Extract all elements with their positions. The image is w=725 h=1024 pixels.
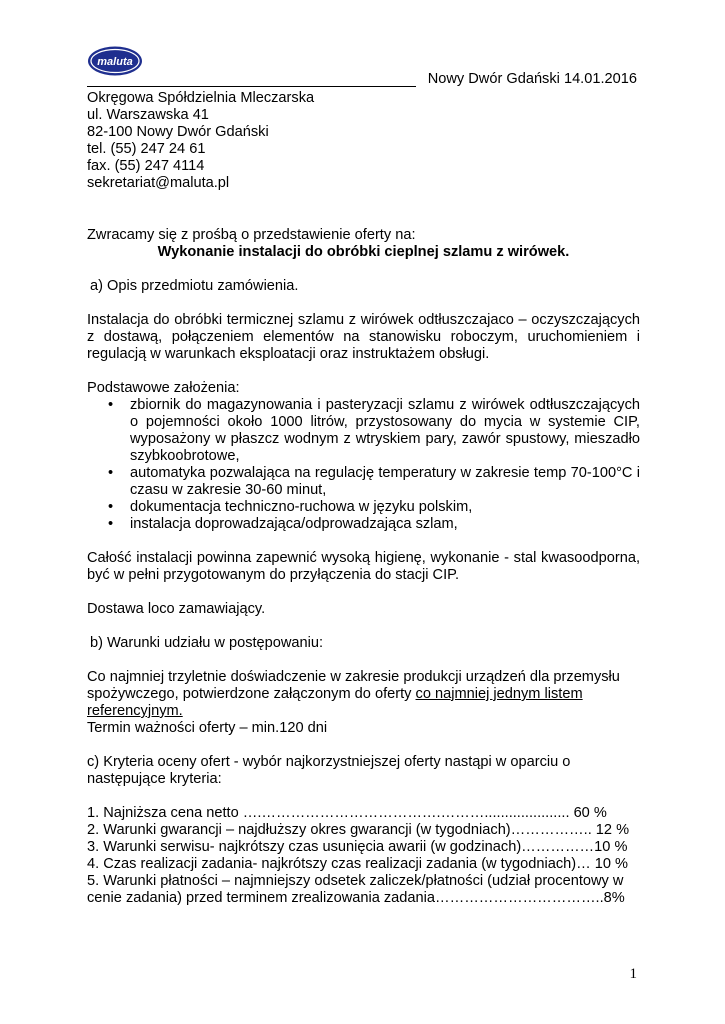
page-number: 1 bbox=[629, 966, 637, 982]
maluta-logo bbox=[87, 45, 143, 77]
address-line: ul. Warszawska 41 bbox=[87, 107, 209, 123]
address-email: sekretariat@maluta.pl bbox=[87, 175, 230, 191]
address-block bbox=[87, 90, 314, 192]
list-item: • instalacja doprowadzająca/odprowadzająca szlam, bbox=[108, 516, 640, 533]
address-line: Okręgowa Spółdzielnia Mleczarska bbox=[87, 90, 315, 106]
intro-text: Zwracamy się z prośbą o przedstawienie oferty na: bbox=[87, 227, 416, 243]
criterion-item: 5. Warunki płatności – najmniejszy odsetek zaliczek/płatności (udział procentowy w bbox=[87, 873, 624, 889]
experience-text bbox=[87, 669, 640, 720]
list-item: • dokumentacja techniczno-ruchowa w języku polskim, bbox=[108, 499, 640, 516]
assumptions-list bbox=[108, 397, 640, 533]
criterion-item: 2. Warunki gwarancji – najdłuższy okres gwarancji (w tygodniach)…………….. 12 % bbox=[87, 822, 630, 838]
place-date: Nowy Dwór Gdański 14.01.2016 bbox=[427, 71, 637, 87]
reference-letter-requirement: co najmniej jednym listem referencyjnym. bbox=[87, 686, 583, 719]
list-item: • zbiornik do magazynowania i pasteryzacji szlamu z wirówek odtłuszczających o pojemności około 1000 litrów, przystosowany do mycia w systemie CIP, wyposażony w płaszcz wodnym z wtryskiem pary, zawór spustowy, mieszadło szybkoobrotowe, bbox=[108, 397, 640, 465]
header-rule bbox=[87, 86, 416, 87]
section-a-heading: a) Opis przedmiotu zamówienia. bbox=[90, 278, 299, 294]
criterion-item: 4. Czas realizacji zadania- najkrótszy czas realizacji zadania (w tygodniach)… 10 % bbox=[87, 856, 629, 872]
criterion-item: 1. Najniższa cena netto ….……………………………….………..................... 60 % bbox=[87, 805, 607, 821]
address-line: 82-100 Nowy Dwór Gdański bbox=[87, 124, 269, 140]
whole-installation-text: Całość instalacji powinna zapewnić wysoką higienę, wykonanie - stal kwasoodporna, być w pełni przygotowanym do przyłączenia do stacji CIP. bbox=[87, 550, 640, 583]
section-a-description: Instalacja do obróbki termicznej szlamu z wirówek odtłuszczajaco – oczyszczających z dostawą, połączeniem elementów na stanowisku roboczym, uruchomieniem i regulacją w warunkach eksploatacji oraz instruktażem obsługi. bbox=[87, 312, 640, 362]
section-c-heading: c) Kryteria oceny ofert - wybór najkorzystniejszej oferty nastąpi w oparciu o następujące kryteria: bbox=[87, 754, 571, 787]
experience-text-main: Co najmniej trzyletnie doświadczenie w zakresie produkcji urządzeń dla przemysłu spożywczego, potwierdzone załączonym do oferty bbox=[87, 669, 620, 702]
criterion-item: cenie zadania) przed terminem zrealizowania zadania……………………………..8% bbox=[87, 890, 625, 906]
address-line: fax. (55) 247 4114 bbox=[87, 158, 205, 174]
criterion-item: 3. Warunki serwisu- najkrótszy czas usunięcia awarii (w godzinach)……………10 % bbox=[87, 839, 628, 855]
delivery-text: Dostawa loco zamawiający. bbox=[87, 601, 266, 617]
logo-text: maluta bbox=[97, 56, 133, 68]
offer-validity: Termin ważności oferty – min.120 dni bbox=[87, 720, 328, 736]
assumptions-label: Podstawowe założenia: bbox=[87, 380, 240, 396]
offer-subject: Wykonanie instalacji do obróbki cieplnej szlamu z wirówek. bbox=[157, 244, 570, 260]
address-line: tel. (55) 247 24 61 bbox=[87, 141, 206, 157]
criteria-list bbox=[87, 805, 640, 907]
section-b-heading: b) Warunki udziału w postępowaniu: bbox=[90, 635, 324, 651]
list-item: • automatyka pozwalająca na regulację temperatury w zakresie temp 70-100°C i czasu w zakresie 30-60 minut, bbox=[108, 465, 640, 499]
